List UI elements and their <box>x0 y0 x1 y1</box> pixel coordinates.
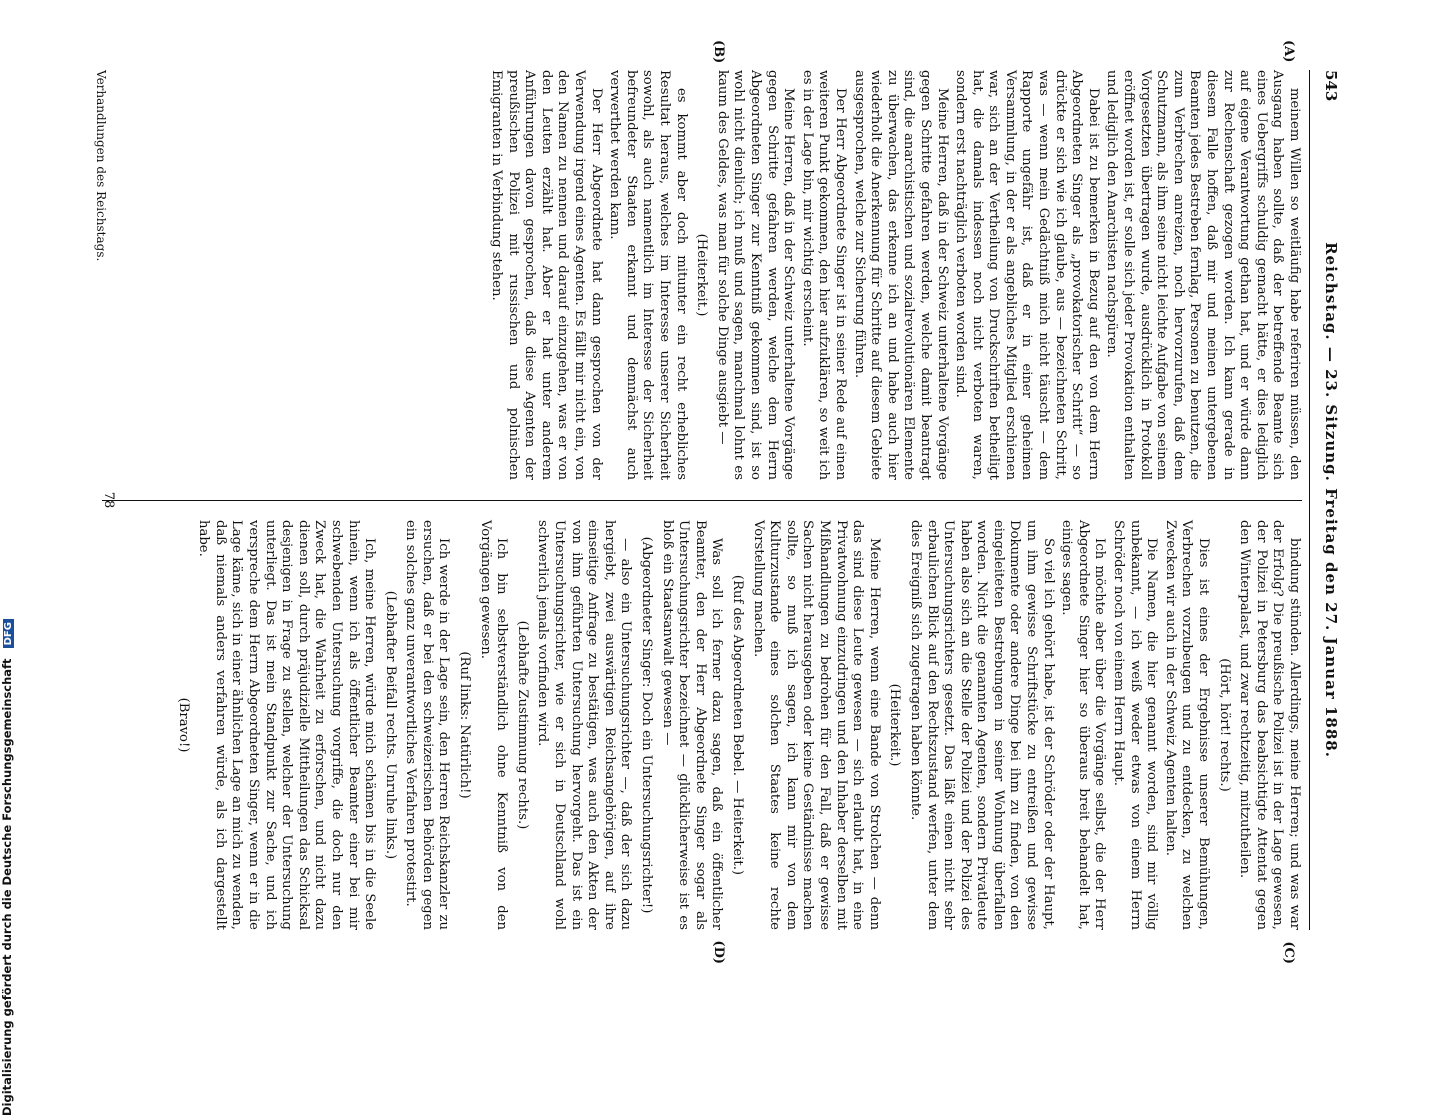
header-rule <box>1309 70 1310 930</box>
footer-source: Verhandlungen des Reichstags. <box>94 70 108 262</box>
paragraph: Was soll ich ferner dazu sagen, daß ein öffentlicher Beamter, den der Herr Abgeordnete Singer sogar als Untersuchungsrichter bezeichnet — glücklicherweise ist es bloß ein Staatsanwalt gewesen — <box>659 520 725 930</box>
paragraph: Ich bin selbstverständlich ohne Kenntniß von den Vorgängen gewesen. <box>477 520 510 930</box>
margin-mark-a: (A) <box>1281 40 1296 63</box>
interjection: (Heiterkeit.) <box>887 683 903 767</box>
digitization-credit-strip <box>0 0 20 1116</box>
page-number: 543 <box>1322 70 1340 102</box>
interjection: (Ruf des Abgeordneten Bebel. — Heiterkeit.) <box>730 574 745 876</box>
paragraph: — also ein Untersuchungsrichter —, daß der sich dazu hergiebt, zwei auswärtigen Reichsangehörigen, auf ihre einseitige Anfrage zu bestätigen, was auch den Akten der von ihm geführten Untersuchung hervorgeht. Das ist ein Untersuchungsrichter, wie er sich in Deutschland wohl schwerlich jemals vorfinden wird. <box>535 520 634 930</box>
paragraph: Der Herr Abgeordnete Singer ist in seiner Rede auf einen weiteren Punkt gekommen, den hier aufzuklären, so weit ich es in der Lage bin, mir wichtig erscheint. <box>799 70 848 480</box>
left-text-column <box>486 70 1303 480</box>
paragraph: meinem Willen so weitläufig habe referiren müssen, den Ausgang haben sollte, daß der betreffende Beamte sich eines Uebergriffs schuldig gemacht hätte, er dies lediglich auf eigene Verantwortung gethan hat, und er würde dann zur Rechenschaft gezogen worden. Ich kann gerade in diesem Falle hoffen, daß mir und meinen untergebenen Beamten jedes Bestreben fernlag, Personen zu benutzen, die zum Verbrechen anreizen, noch hervorzurufen, daß dem Schutzmann, als ihm seine nicht leichte Aufgabe von seinem Vorgesetzten übertragen wurde, ausdrücklich in Protokoll eröffnet worden ist, er solle sich jeder Provokation enthalten und lediglich den Anarchisten nachspüren. <box>1104 70 1302 480</box>
interjection: (Abgeordneter Singer: Doch ein Untersuchungsrichter!) <box>639 536 655 914</box>
document-page <box>66 30 1366 970</box>
paragraph: es kommt aber doch mitunter ein recht erhebliches Resultat heraus, welches im Interesse unserer Sicherheit sowohl, als auch namentlich im Interesse der Sicherheit befreundeter Staaten erkannt und demnächst auch verwerthet werden kann. <box>607 70 689 480</box>
paragraph: Dies ist eines der Ergebnisse unserer Bemühungen, Verbrechen vorzubeugen und zu entdecken, zu welchen Zwecken wir auch in der Schweiz Agenten halten. <box>1162 520 1212 930</box>
interjection: (Hört, hört! rechts.) <box>1216 658 1232 792</box>
paragraph: So viel ich gehört habe, ist der Schröder oder der Haupt, um ihm gewisse Schriftstücke zu entreißen und gewisse Dokumente oder andere Dinge bei ihm zu finden, von den eingeleiteten Bestrebungen in seiner Wohnung überfallen worden. Nicht die genannten Agenten, sondern Privatleute haben also sich an die Stelle der Polizei und der Polizei des Untersuchungsrichters gesetzt. Das läßt einen nicht sehr erbaulichen Blick auf den Rechtszustand werfen, unter dem dies Ereigniß sich zugetragen haben könnte. <box>907 520 1056 930</box>
paragraph: Ich möchte aber über die Vorgänge selbst, die der Herr Abgeordnete Singer hier so überaus breit behandelt hat, einiges sagen. <box>1059 520 1108 930</box>
margin-mark-c: (C) <box>1281 941 1296 964</box>
page-header <box>1314 70 1340 930</box>
margin-mark-b: (B) <box>711 40 726 64</box>
running-title: Reichstag. — 23. Sitzung. Freitag den 27. Januar 1888. <box>1322 242 1340 758</box>
paragraph: Der Herr Abgeordnete hat dann gesprochen von der Verwendung irgend eines Agenten. Es fällt mir nicht ein, von den Namen zu nennen und darauf einzugehen, was er von den Leuten erzählt hat. Aber er hat unter anderem Anführungen davon gesprochen, daß diese Agenten der preußischen Polizei mit russischen und polnischen Emigranten in Verbindung stehen. <box>489 70 604 480</box>
interjection: (Bravo!) <box>175 697 191 753</box>
interjection: (Lebhafter Beifall rechts. Unruhe links.) <box>382 590 398 860</box>
interjection: (Lebhafte Zustimmung rechts.) <box>514 620 530 830</box>
interjection: (Ruf links: Natürlich!) <box>457 651 473 799</box>
interjection: (Heiterkeit.) <box>694 233 710 317</box>
credit-text: Digitalisierung gefördert durch die Deutsche Forschungsgemeinschaft <box>0 658 14 1116</box>
footer-sheet-number: 78 <box>101 491 116 509</box>
paragraph: Dabei ist zu bemerken in Bezug auf den von dem Herrn Abgeordneten Singer als „provokatorischer Schritt“ — so drückte er sich wie ich glaube, aus — bezeichneten Schritt, was — wenn mein Gedächtniß mich nicht täuscht — dem Rapporte ungefähr ist, daß er in einer geheimen Versammlung, in der er als angebliches Mitglied erschienen war, sich an der Vertheilung von Druckschriften betheiligt hat, die damals indessen noch nicht verboten waren, sondern erst nachträglich verboten worden sind. <box>953 70 1101 480</box>
right-text-column <box>170 520 1302 930</box>
dfg-logo: DFG <box>3 619 14 648</box>
column-divider <box>102 500 1302 501</box>
paragraph: Die Namen, die hier genannt worden, sind mir völlig unbekannt, — ich weiß weder etwas von einem Herrn Schröder noch von einem Herrn Haupt. <box>1111 520 1160 930</box>
paragraph: Meine Herren, daß in der Schweiz unterhaltene Vorgänge gegen Schritte gefahren werden, welche damit beantragt sind, die anarchistischen und sozialrevolutionären Elemente zu überwachen, das erkenne ich an und habe auch hier wiederholt die Anerkennung für Schritte auf diesem Gebiete ausgesprochen, welche zur Sicherung führen. <box>851 70 950 480</box>
paragraph: Ich werde in der Lage sein, den Herren Reichskanzler zu ersuchen, daß er bei den schweizerischen Behörden gegen ein solches ganz unverantwortliches Verfahren protestirt. <box>403 520 452 930</box>
paragraph: Meine Herren, daß in der Schweiz unterhaltene Vorgänge gegen Schritte gefahren werden, welche dem Herrn Abgeordneten Singer zur Kenntniß gekommen sind, ist so wohl nicht dienlich; ich muß und sagen, manchmal lohnt es kaum des Geldes, was man für solche Dinge ausgiebt — <box>714 70 797 480</box>
paragraph: Meine Herren, wenn eine Bande von Strolchen — denn das sind diese Leute gewesen — sich erlaubt hat, in eine Privatwohnung einzudringen und den Inhaber derselben mit Mißhandlungen zu bedrohen für den Fall, daß er gewisse Sachen nicht herausgeben oder keine Geständnisse machen sollte, so muß ich sagen, ich kann mir von dem Kulturzustande eines solchen Staates keine rechte Vorstellung machen. <box>750 520 882 930</box>
paragraph: Ich, meine Herren, würde mich schämen bis in die Seele hinein, wenn ich als öffentlicher Beamter einer bei mir schwebenden Untersuchung vorgriffe, die doch nur den Zweck hat, die Wahrheit zu erforschen, und nicht dazu dienen soll, durch präjudizielle Mittheilungen das Schicksal desjenigen in Frage zu stellen, welcher der Untersuchung unterliegt. Das ist mein Standpunkt zur Sache, und ich verspreche dem Herrn Abgeordneten Singer, wenn er in die Lage käme, sich in einer ähnlichen Lage an mich zu wenden, daß niemals anders verfahren würde, als ich dargestellt habe. <box>196 520 378 930</box>
margin-mark-d: (D) <box>711 940 726 964</box>
digitization-credit <box>0 116 20 1116</box>
paragraph: bindung stünden. Allerdings, meine Herren; und was war der Erfolg? Die preußische Polizei ist in der Lage gewesen, der Polizei in Petersburg das beabsichtigte Attentat gegen den Winterpalast, und zwar rechtzeitig, mitzutheilen. <box>1237 520 1302 930</box>
